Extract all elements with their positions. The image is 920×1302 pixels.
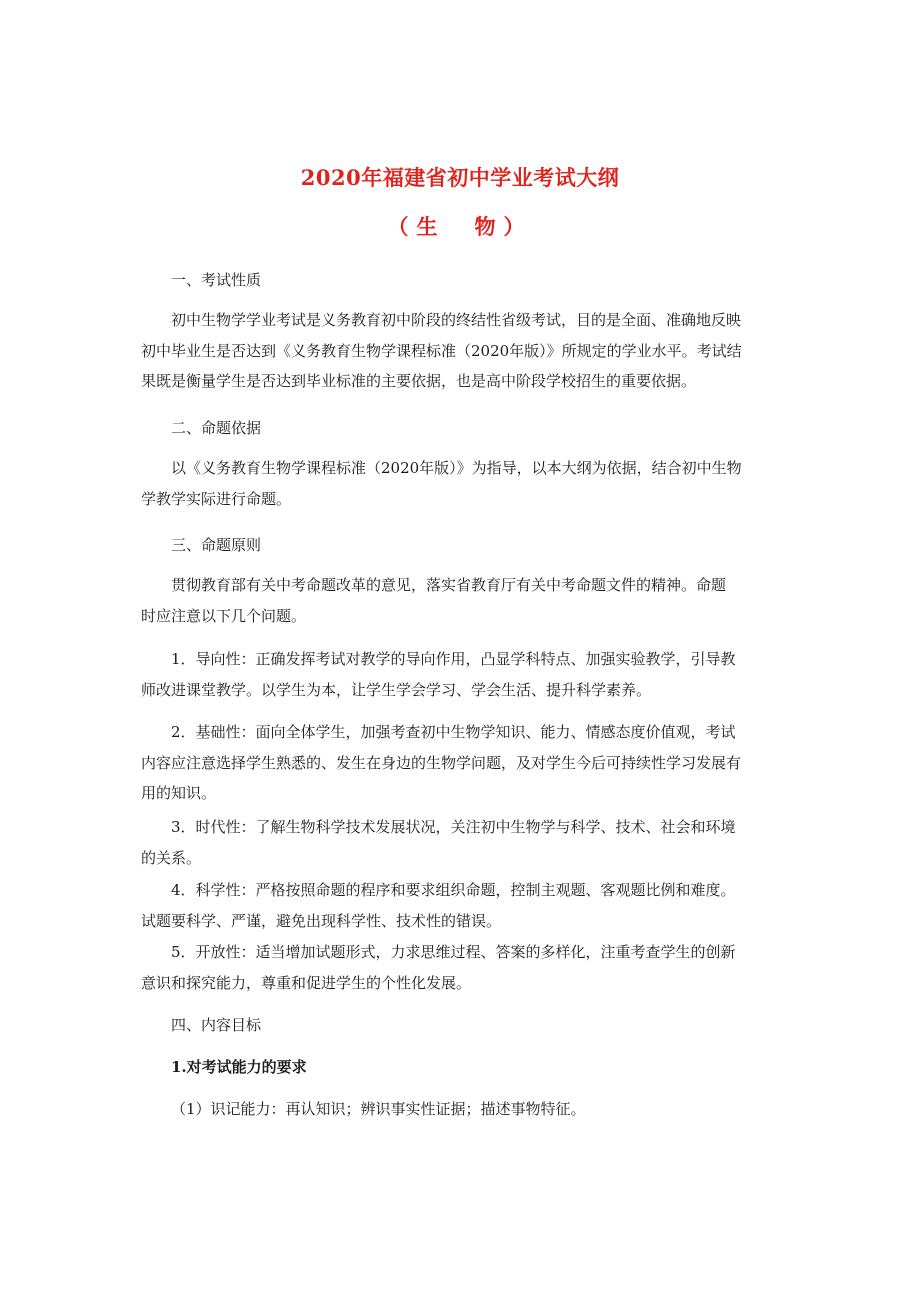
paragraph-line: 果既是衡量学生是否达到毕业标准的主要依据，也是高中阶段学校招生的重要依据。 (141, 372, 697, 390)
paragraph-line: 1．导向性：正确发挥考试对教学的导向作用，凸显学科特点、加强实验教学，引导教 (171, 650, 736, 668)
paragraph-principle-openness (141, 937, 783, 998)
paragraph-line: 时应注意以下几个问题。 (141, 606, 307, 625)
paragraph-line: 5．开放性：适当增加试题形式，力求思维过程、答案的多样化，注重考查学生的创新 (171, 943, 736, 961)
section-heading-principles: 三、命题原则 (171, 536, 262, 554)
section-heading-exam-nature: 一、考试性质 (171, 271, 262, 289)
section-heading-content-goals: 四、内容目标 (171, 1016, 262, 1034)
paragraph-principle-era (141, 812, 783, 873)
section-heading-basis: 二、命题依据 (171, 419, 262, 437)
paragraph-principle-guidance (141, 644, 783, 705)
paragraph-line: 内容应注意选择学生熟悉的、发生在身边的生物学问题，及对学生今后可持续性学习发展有 (141, 753, 742, 772)
paragraph-principle-foundation (141, 717, 783, 809)
paragraph-line: 师改进课堂教学。以学生为本，让学生学会学习、学会生活、提升科学素养。 (141, 680, 652, 699)
paragraph-line: 贯彻教育部有关中考命题改革的意见，落实省教育厅有关中考命题文件的精神。命题 (171, 576, 727, 594)
paragraph-line: 的关系。 (141, 848, 202, 867)
paragraph-line: 意识和探究能力，尊重和促进学生的个性化发展。 (141, 973, 472, 992)
paragraph-principles-intro (141, 570, 783, 631)
paragraph-line: 学教学实际进行命题。 (141, 489, 292, 508)
subheading-ability-requirements: 1.对考试能力的要求 (171, 1058, 307, 1076)
paragraph-line: （1）识记能力：再认知识；辨识事实性证据；描述事物特征。 (171, 1100, 586, 1118)
paragraph-line: 2．基础性：面向全体学生，加强考查初中生物学知识、能力、情感态度价值观，考试 (171, 723, 736, 741)
paragraph-line: 初中生物学学业考试是义务教育初中阶段的终结性省级考试，目的是全面、准确地反映 (171, 311, 742, 329)
paragraph-basis (141, 453, 783, 514)
paragraph-principle-science (141, 875, 783, 936)
paragraph-line: 4．科学性：严格按照命题的程序和要求组织命题，控制主观题、客观题比例和难度。 (171, 881, 736, 899)
paragraph-line: 3．时代性：了解生物科学技术发展状况，关注初中生物学与科学、技术、社会和环境 (171, 818, 736, 836)
paragraph-line: 用的知识。 (141, 784, 217, 802)
paragraph-line: 以《义务教育生物学课程标准（2020年版）》为指导，以本大纲为依据，结合初中生物 (171, 459, 742, 477)
paragraph-memory-ability (171, 1094, 783, 1125)
document-title: 2020年福建省初中学业考试大纲 (300, 165, 620, 190)
paragraph-line: 初中毕业生是否达到《义务教育生物学课程标准（2020年版）》所规定的学业水平。考试结 (141, 341, 742, 360)
paragraph-exam-nature (141, 305, 783, 397)
document-subtitle: （生 物） (387, 214, 533, 239)
paragraph-line: 试题要科学、严谨，避免出现科学性、技术性的错误。 (141, 911, 502, 930)
